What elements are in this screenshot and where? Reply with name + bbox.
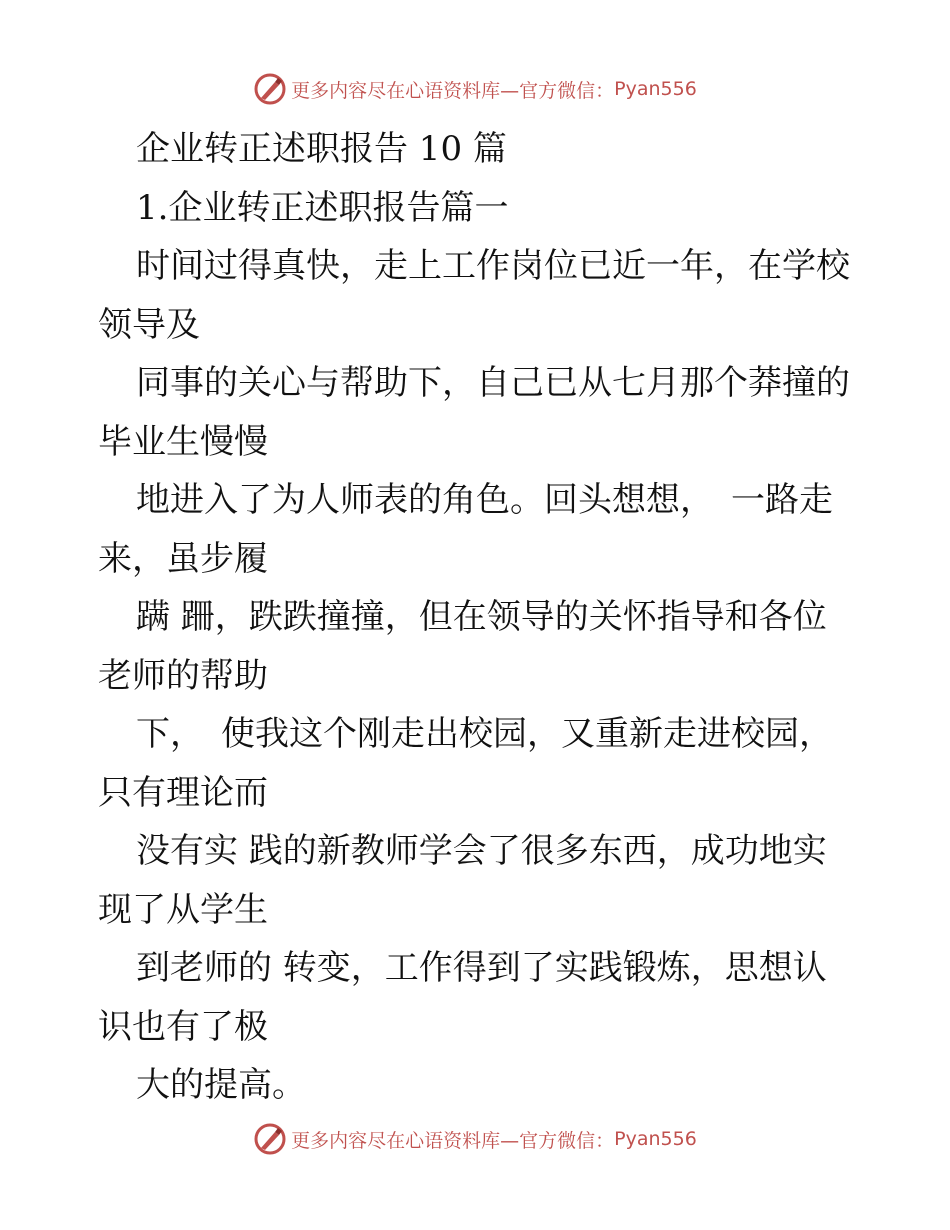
header-watermark — [0, 72, 950, 106]
document-body — [98, 120, 858, 1115]
paragraph: 到老师的 转变，工作得到了实践锻炼，思想认识也有了极 — [98, 948, 827, 1047]
paragraph: 同事的关心与帮助下，自己已从七月那个莽撞的毕业生慢慢 — [98, 363, 850, 462]
watermark-text: 更多内容尽在心语资料库—官方微信： — [291, 1129, 615, 1152]
watermark-wechat-id: Pyan556 — [614, 1128, 697, 1150]
watermark-wechat-id: Pyan556 — [614, 78, 697, 100]
paragraph: 下， 使我这个刚走出校园，又重新走进校园，只有理论而 — [98, 714, 833, 813]
watermark-text: 更多内容尽在心语资料库—官方微信： — [291, 79, 615, 102]
paragraph: 没有实 践的新教师学会了很多东西，成功地实现了从学生 — [98, 831, 827, 930]
pen-seal-icon — [253, 1122, 287, 1156]
section-heading: 1.企业转正述职报告篇一 — [136, 187, 509, 228]
pen-seal-icon — [253, 72, 287, 106]
paragraph: 地进入了为人师表的角色。回头想想， 一路走来，虽步履 — [98, 480, 833, 579]
footer-watermark — [0, 1122, 950, 1156]
paragraph: 时间过得真快，走上工作岗位已近一年，在学校领导及 — [98, 246, 850, 345]
paragraph: 大的提高。 — [136, 1065, 306, 1105]
paragraph: 蹒 跚，跌跌撞撞，但在领导的关怀指导和各位老师的帮助 — [98, 597, 827, 696]
document-title: 企业转正述职报告 10 篇 — [136, 129, 507, 169]
